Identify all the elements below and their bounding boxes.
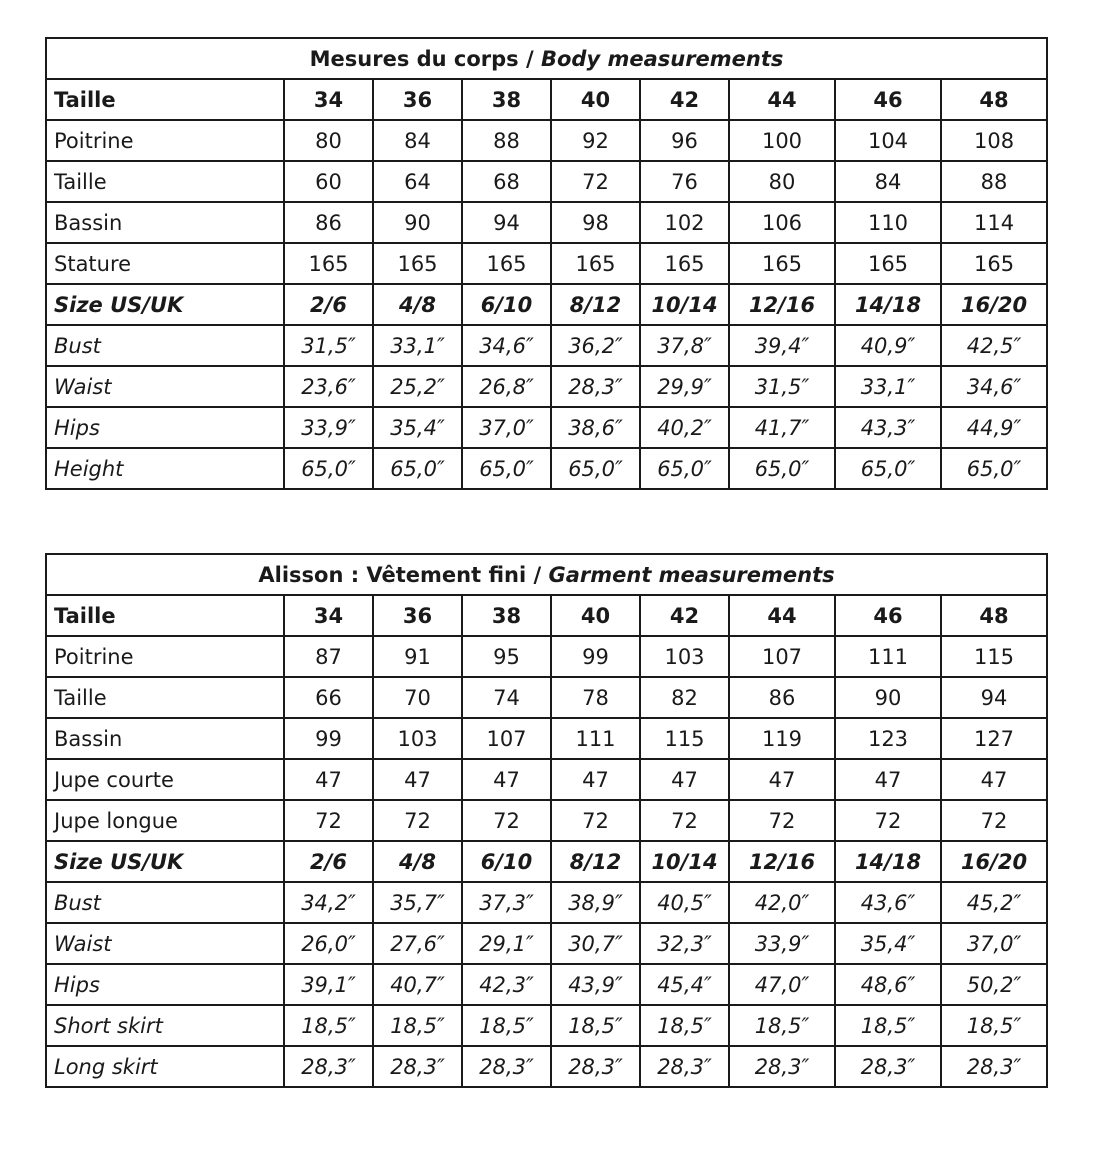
row-label: Height xyxy=(46,448,284,489)
table-cell: 64 xyxy=(373,161,462,202)
table-row xyxy=(46,595,1047,636)
table-cell: 44 xyxy=(729,79,835,120)
table-cell: 106 xyxy=(729,202,835,243)
table-cell: 103 xyxy=(373,718,462,759)
table-cell: 66 xyxy=(284,677,373,718)
table-cell: 99 xyxy=(551,636,640,677)
table-cell: 45,4″ xyxy=(640,964,729,1005)
table-cell: 87 xyxy=(284,636,373,677)
table-cell: 92 xyxy=(551,120,640,161)
table-cell: 28,3″ xyxy=(462,1046,551,1087)
table-cell: 72 xyxy=(462,800,551,841)
table-cell: 103 xyxy=(640,636,729,677)
table-row xyxy=(46,923,1047,964)
table-row xyxy=(46,161,1047,202)
table-cell: 16/20 xyxy=(941,284,1047,325)
table-cell: 84 xyxy=(835,161,941,202)
table-cell: 41,7″ xyxy=(729,407,835,448)
table-row xyxy=(46,1046,1047,1087)
table-cell: 39,4″ xyxy=(729,325,835,366)
table-cell: 88 xyxy=(941,161,1047,202)
row-label: Poitrine xyxy=(46,120,284,161)
table-cell: 26,0″ xyxy=(284,923,373,964)
table-cell: 28,3″ xyxy=(640,1046,729,1087)
table-cell: 10/14 xyxy=(640,284,729,325)
row-label: Size US/UK xyxy=(46,284,284,325)
table-cell: 115 xyxy=(941,636,1047,677)
table-cell: 115 xyxy=(640,718,729,759)
table-cell: 47 xyxy=(551,759,640,800)
table-cell: 35,4″ xyxy=(373,407,462,448)
table-cell: 65,0″ xyxy=(284,448,373,489)
table-cell: 35,4″ xyxy=(835,923,941,964)
table-cell: 16/20 xyxy=(941,841,1047,882)
table-cell: 40 xyxy=(551,79,640,120)
garment-measurements-table xyxy=(45,553,1048,1088)
table-cell: 65,0″ xyxy=(835,448,941,489)
table-cell: 43,9″ xyxy=(551,964,640,1005)
table-cell: 28,3″ xyxy=(551,1046,640,1087)
table-cell: 46 xyxy=(835,79,941,120)
table-cell: 28,3″ xyxy=(729,1046,835,1087)
table-cell: 70 xyxy=(373,677,462,718)
table-body xyxy=(46,554,1047,1087)
row-label: Hips xyxy=(46,407,284,448)
table-cell: 90 xyxy=(835,677,941,718)
table-cell: 82 xyxy=(640,677,729,718)
table-cell: 111 xyxy=(551,718,640,759)
table-cell: 72 xyxy=(640,800,729,841)
table-cell: 37,3″ xyxy=(462,882,551,923)
table-cell: 18,5″ xyxy=(551,1005,640,1046)
table-cell: 72 xyxy=(551,161,640,202)
table-row xyxy=(46,407,1047,448)
table-cell: 114 xyxy=(941,202,1047,243)
table-cell: 35,7″ xyxy=(373,882,462,923)
row-label: Size US/UK xyxy=(46,841,284,882)
table-cell: 119 xyxy=(729,718,835,759)
table-cell: 104 xyxy=(835,120,941,161)
table-cell: 96 xyxy=(640,120,729,161)
row-label: Bassin xyxy=(46,202,284,243)
table-cell: 18,5″ xyxy=(835,1005,941,1046)
row-label: Short skirt xyxy=(46,1005,284,1046)
table-cell: 8/12 xyxy=(551,284,640,325)
table-body xyxy=(46,38,1047,489)
table-cell: 72 xyxy=(835,800,941,841)
table-cell: 74 xyxy=(462,677,551,718)
table-cell: 86 xyxy=(729,677,835,718)
row-label: Bassin xyxy=(46,718,284,759)
table-cell: 127 xyxy=(941,718,1047,759)
table-cell: 8/12 xyxy=(551,841,640,882)
table-row xyxy=(46,202,1047,243)
table-cell: 95 xyxy=(462,636,551,677)
table-cell: 72 xyxy=(551,800,640,841)
row-label: Taille xyxy=(46,79,284,120)
table-cell: 26,8″ xyxy=(462,366,551,407)
row-label: Waist xyxy=(46,923,284,964)
table-cell: 111 xyxy=(835,636,941,677)
table-cell: 98 xyxy=(551,202,640,243)
table-cell: 18,5″ xyxy=(729,1005,835,1046)
table-cell: 99 xyxy=(284,718,373,759)
table-row xyxy=(46,964,1047,1005)
table-cell: 40,2″ xyxy=(640,407,729,448)
table-cell: 40 xyxy=(551,595,640,636)
table-cell: 18,5″ xyxy=(284,1005,373,1046)
table-cell: 30,7″ xyxy=(551,923,640,964)
table-cell: 10/14 xyxy=(640,841,729,882)
table-cell: 48,6″ xyxy=(835,964,941,1005)
table-cell: 72 xyxy=(373,800,462,841)
table-title-row xyxy=(46,554,1047,595)
table-cell: 88 xyxy=(462,120,551,161)
table-cell: 14/18 xyxy=(835,841,941,882)
table-cell: 27,6″ xyxy=(373,923,462,964)
table-cell: 72 xyxy=(729,800,835,841)
row-label: Taille xyxy=(46,677,284,718)
table-cell: 42,3″ xyxy=(462,964,551,1005)
table-cell: 45,2″ xyxy=(941,882,1047,923)
table-cell: 48 xyxy=(941,79,1047,120)
table-cell: 37,0″ xyxy=(462,407,551,448)
table-row xyxy=(46,636,1047,677)
table-cell: 91 xyxy=(373,636,462,677)
table-row xyxy=(46,718,1047,759)
table-cell: 18,5″ xyxy=(462,1005,551,1046)
table-cell: 165 xyxy=(373,243,462,284)
table-row xyxy=(46,882,1047,923)
table-row xyxy=(46,800,1047,841)
table-cell: 165 xyxy=(640,243,729,284)
row-label: Bust xyxy=(46,882,284,923)
table-cell: 65,0″ xyxy=(941,448,1047,489)
table-cell: 36 xyxy=(373,595,462,636)
table-cell: 165 xyxy=(551,243,640,284)
table-cell: 80 xyxy=(284,120,373,161)
table-row xyxy=(46,79,1047,120)
table-cell: 43,6″ xyxy=(835,882,941,923)
row-label: Long skirt xyxy=(46,1046,284,1087)
table-cell: 34,6″ xyxy=(462,325,551,366)
table-cell: 46 xyxy=(835,595,941,636)
table-cell: 72 xyxy=(941,800,1047,841)
table-cell: 4/8 xyxy=(373,284,462,325)
table-cell: 42 xyxy=(640,79,729,120)
table-title xyxy=(46,38,1047,79)
table-cell: 94 xyxy=(462,202,551,243)
row-label: Stature xyxy=(46,243,284,284)
table-cell: 33,9″ xyxy=(284,407,373,448)
row-label: Taille xyxy=(46,161,284,202)
table-cell: 4/8 xyxy=(373,841,462,882)
table-cell: 18,5″ xyxy=(640,1005,729,1046)
table-cell: 33,1″ xyxy=(373,325,462,366)
table-cell: 108 xyxy=(941,120,1047,161)
table-cell: 102 xyxy=(640,202,729,243)
table-cell: 18,5″ xyxy=(373,1005,462,1046)
table-cell: 25,2″ xyxy=(373,366,462,407)
table-cell: 48 xyxy=(941,595,1047,636)
table-cell: 28,3″ xyxy=(835,1046,941,1087)
table-cell: 14/18 xyxy=(835,284,941,325)
table-row xyxy=(46,1005,1047,1046)
table-cell: 68 xyxy=(462,161,551,202)
table-cell: 47 xyxy=(835,759,941,800)
table-cell: 165 xyxy=(284,243,373,284)
table-cell: 47 xyxy=(284,759,373,800)
table-cell: 44 xyxy=(729,595,835,636)
table-cell: 31,5″ xyxy=(729,366,835,407)
table-cell: 65,0″ xyxy=(551,448,640,489)
table-cell: 65,0″ xyxy=(729,448,835,489)
table-cell: 60 xyxy=(284,161,373,202)
table-cell: 65,0″ xyxy=(640,448,729,489)
table-cell: 28,3″ xyxy=(941,1046,1047,1087)
table-cell: 47,0″ xyxy=(729,964,835,1005)
table-cell: 42,5″ xyxy=(941,325,1047,366)
table-cell: 29,1″ xyxy=(462,923,551,964)
table-row xyxy=(46,120,1047,161)
table-cell: 38 xyxy=(462,595,551,636)
table-cell: 165 xyxy=(835,243,941,284)
table-cell: 47 xyxy=(373,759,462,800)
table-row xyxy=(46,243,1047,284)
table-title-row xyxy=(46,38,1047,79)
row-label: Jupe courte xyxy=(46,759,284,800)
table-cell: 47 xyxy=(462,759,551,800)
table-cell: 47 xyxy=(941,759,1047,800)
table-cell: 18,5″ xyxy=(941,1005,1047,1046)
table-cell: 28,3″ xyxy=(551,366,640,407)
table-cell: 6/10 xyxy=(462,284,551,325)
table-cell: 76 xyxy=(640,161,729,202)
table-cell: 84 xyxy=(373,120,462,161)
table-cell: 94 xyxy=(941,677,1047,718)
table-cell: 2/6 xyxy=(284,841,373,882)
table-cell: 40,7″ xyxy=(373,964,462,1005)
table-cell: 12/16 xyxy=(729,841,835,882)
table-cell: 38,9″ xyxy=(551,882,640,923)
table-cell: 47 xyxy=(729,759,835,800)
table-cell: 123 xyxy=(835,718,941,759)
table-cell: 165 xyxy=(729,243,835,284)
table-cell: 47 xyxy=(640,759,729,800)
table-title-en: Body measurements xyxy=(540,46,784,71)
table-cell: 28,3″ xyxy=(373,1046,462,1087)
table-cell: 34,6″ xyxy=(941,366,1047,407)
table-row xyxy=(46,366,1047,407)
table-cell: 32,3″ xyxy=(640,923,729,964)
table-cell: 100 xyxy=(729,120,835,161)
table-cell: 43,3″ xyxy=(835,407,941,448)
table-cell: 107 xyxy=(729,636,835,677)
table-cell: 38,6″ xyxy=(551,407,640,448)
row-label: Jupe longue xyxy=(46,800,284,841)
table-cell: 36,2″ xyxy=(551,325,640,366)
table-cell: 37,8″ xyxy=(640,325,729,366)
table-cell: 42 xyxy=(640,595,729,636)
table-cell: 2/6 xyxy=(284,284,373,325)
table-cell: 33,1″ xyxy=(835,366,941,407)
table-row xyxy=(46,677,1047,718)
table-cell: 165 xyxy=(941,243,1047,284)
row-label: Taille xyxy=(46,595,284,636)
table-cell: 65,0″ xyxy=(462,448,551,489)
table-cell: 28,3″ xyxy=(284,1046,373,1087)
row-label: Waist xyxy=(46,366,284,407)
table-cell: 23,6″ xyxy=(284,366,373,407)
table-cell: 40,5″ xyxy=(640,882,729,923)
table-row xyxy=(46,284,1047,325)
table-cell: 12/16 xyxy=(729,284,835,325)
table-cell: 65,0″ xyxy=(373,448,462,489)
table-cell: 110 xyxy=(835,202,941,243)
table-row xyxy=(46,448,1047,489)
table-cell: 34 xyxy=(284,79,373,120)
table-cell: 40,9″ xyxy=(835,325,941,366)
table-cell: 34 xyxy=(284,595,373,636)
table-cell: 107 xyxy=(462,718,551,759)
table-cell: 37,0″ xyxy=(941,923,1047,964)
table-cell: 42,0″ xyxy=(729,882,835,923)
table-cell: 33,9″ xyxy=(729,923,835,964)
table-cell: 165 xyxy=(462,243,551,284)
table-cell: 80 xyxy=(729,161,835,202)
body-measurements-table xyxy=(45,37,1048,490)
table-cell: 50,2″ xyxy=(941,964,1047,1005)
table-title-en: Garment measurements xyxy=(548,562,835,587)
table-cell: 44,9″ xyxy=(941,407,1047,448)
table-cell: 34,2″ xyxy=(284,882,373,923)
table-cell: 72 xyxy=(284,800,373,841)
table-title-fr: Mesures du corps / xyxy=(309,46,541,71)
row-label: Bust xyxy=(46,325,284,366)
row-label: Hips xyxy=(46,964,284,1005)
table-row xyxy=(46,841,1047,882)
table-cell: 29,9″ xyxy=(640,366,729,407)
table-cell: 86 xyxy=(284,202,373,243)
table-cell: 90 xyxy=(373,202,462,243)
table-title-fr: Alisson : Vêtement fini / xyxy=(258,562,549,587)
table-cell: 31,5″ xyxy=(284,325,373,366)
table-cell: 78 xyxy=(551,677,640,718)
table-title xyxy=(46,554,1047,595)
table-cell: 38 xyxy=(462,79,551,120)
table-row xyxy=(46,325,1047,366)
table-cell: 39,1″ xyxy=(284,964,373,1005)
table-cell: 36 xyxy=(373,79,462,120)
table-cell: 6/10 xyxy=(462,841,551,882)
row-label: Poitrine xyxy=(46,636,284,677)
table-row xyxy=(46,759,1047,800)
